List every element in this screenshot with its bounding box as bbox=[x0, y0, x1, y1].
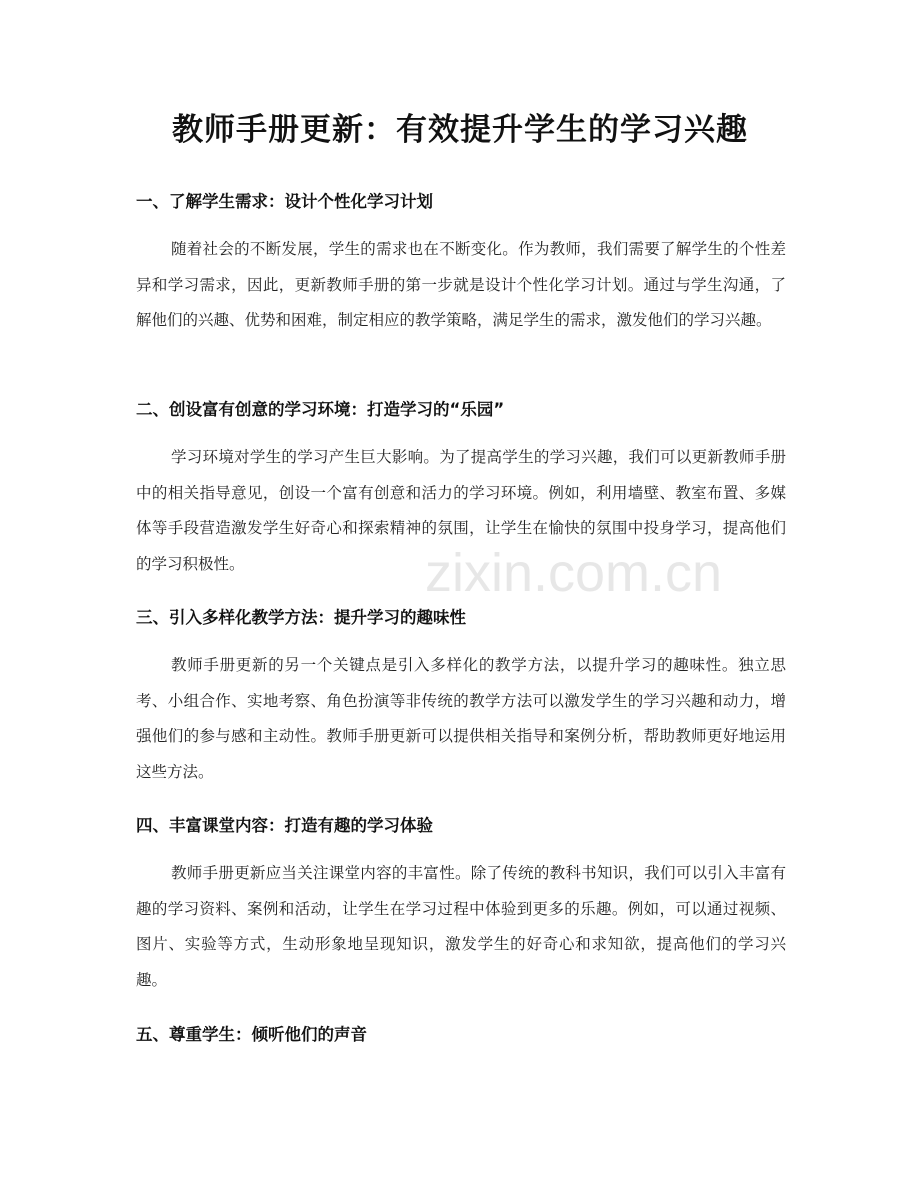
section-heading-5: 五、尊重学生：倾听他们的声音 bbox=[136, 1025, 367, 1044]
section-heading-4: 四、丰富课堂内容：打造有趣的学习体验 bbox=[136, 816, 433, 835]
section-body-4: 教师手册更新应当关注课堂内容的丰富性。除了传统的教科书知识，我们可以引入丰富有趣的学习资料、案例和活动，让学生在学习过程中体验到更多的乐趣。例如，可以通过视频、图片、实验等方式，生动形象地呈现知识，激发学生的好奇心和求知欲，提高他们的学习兴趣。 bbox=[136, 864, 786, 989]
page-title: 教师手册更新：有效提升学生的学习兴趣 bbox=[172, 112, 748, 148]
section-heading-1: 一、了解学生需求：设计个性化学习计划 bbox=[136, 192, 433, 211]
section-body-3: 教师手册更新的另一个关键点是引入多样化的教学方法，以提升学习的趣味性。独立思考、小组合作、实地考察、角色扮演等非传统的教学方法可以激发学生的学习兴趣和动力，增强他们的参与感和主动性。教师手册更新可以提供相关指导和案例分析，帮助教师更好地运用这些方法。 bbox=[136, 656, 786, 781]
section-heading-2: 二、创设富有创意的学习环境：打造学习的“乐园” bbox=[136, 400, 505, 419]
watermark: zixin.com.cn bbox=[425, 543, 723, 603]
section-heading-3: 三、引入多样化教学方法：提升学习的趣味性 bbox=[136, 608, 466, 627]
section-body-2: 学习环境对学生的学习产生巨大影响。为了提高学生的学习兴趣，我们可以更新教师手册中的相关指导意见，创设一个富有创意和活力的学习环境。例如，利用墙壁、教室布置、多媒体等手段营造激发学生好奇心和探索精神的氛围，让学生在愉快的氛围中投身学习，提高他们的学习积极性。 bbox=[136, 448, 786, 573]
section-body-1: 随着社会的不断发展，学生的需求也在不断变化。作为教师，我们需要了解学生的个性差异和学习需求，因此，更新教师手册的第一步就是设计个性化学习计划。通过与学生沟通，了解他们的兴趣、优势和困难，制定相应的教学策略，满足学生的需求，激发他们的学习兴趣。 bbox=[136, 240, 786, 329]
